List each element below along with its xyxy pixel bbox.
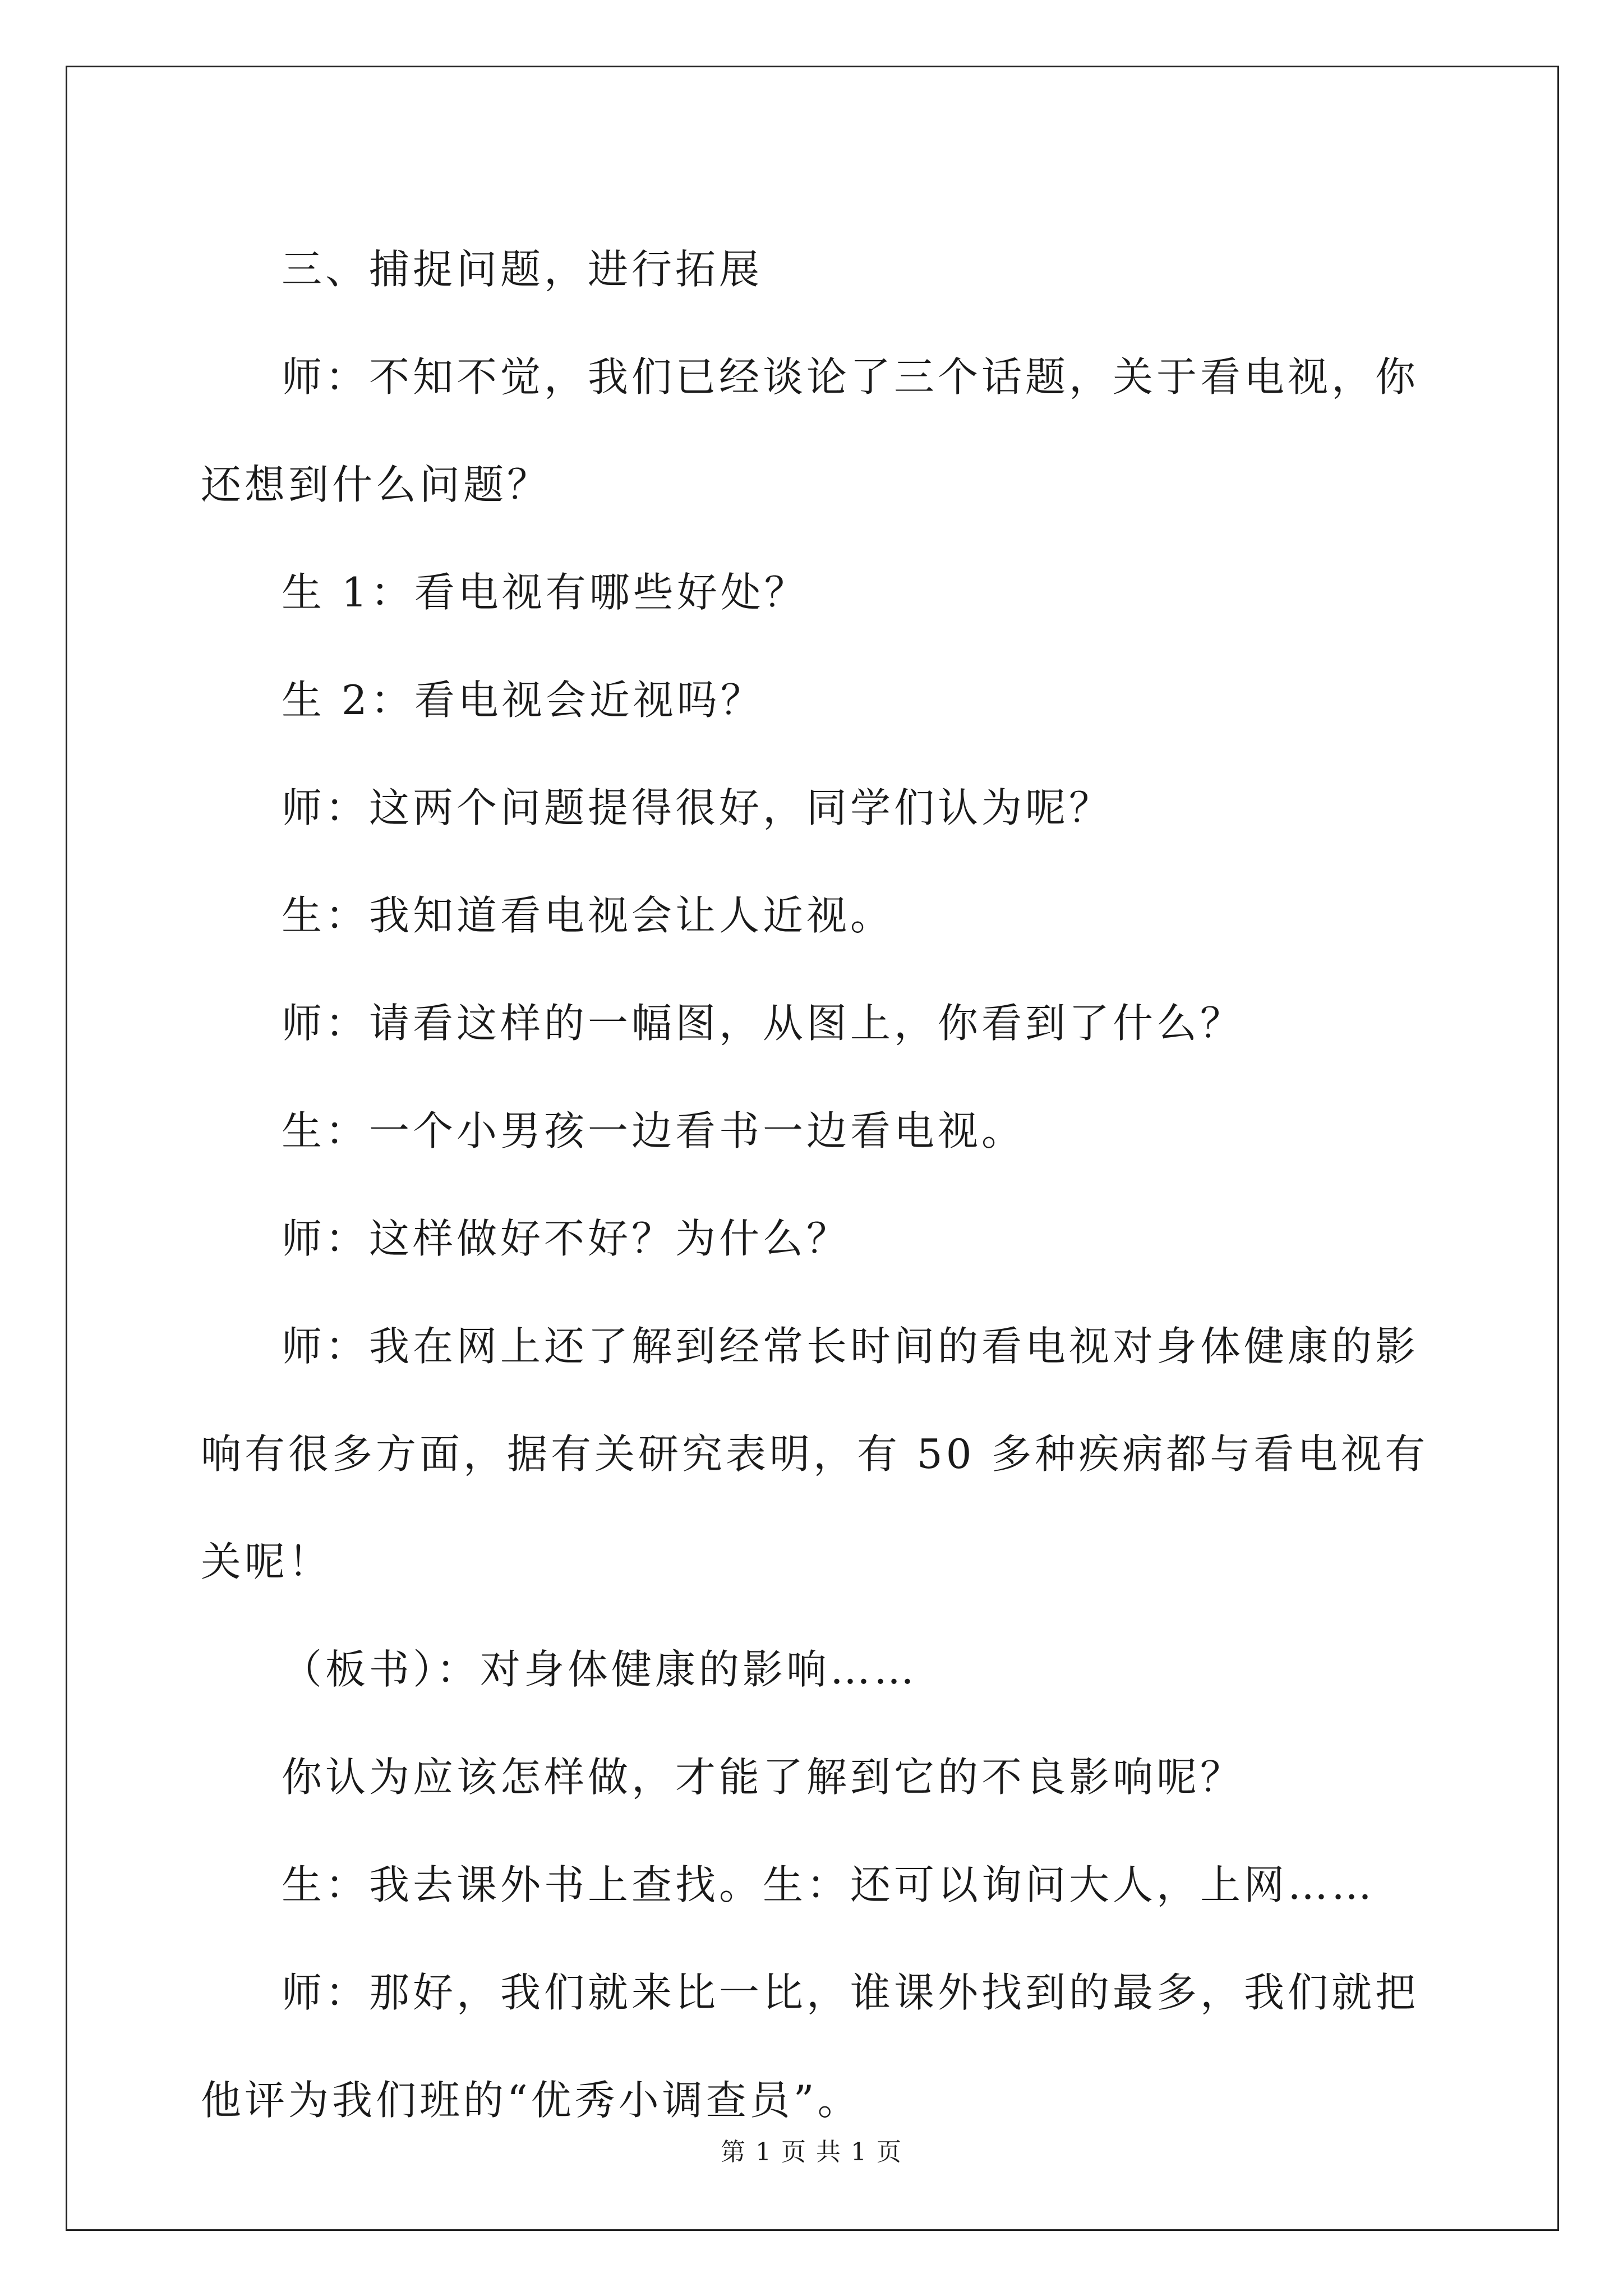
paragraph: 师：不知不觉，我们已经谈论了三个话题，关于看电视，你还想到什么问题？ [201,353,1419,508]
paragraph: 师：请看这样的一幅图，从图上，你看到了什么？ [282,1000,1244,1047]
paragraph: （板书）：对身体健康的影响…… [282,1646,918,1693]
page-footer: 第 1 页 共 1 页 [721,2138,902,2166]
section-heading: 三、捕捉问题，进行拓展 [282,246,763,293]
paragraph: 师：那好，我们就来比一比，谁课外找到的最多，我们就把他评为我们班的“优秀小调查员”。 [201,1969,1419,2124]
paragraph: 师：这样做好不好？为什么？ [282,1215,851,1262]
paragraph: 生：我去课外书上查找。生：还可以询问大人，上网…… [282,1861,1376,1908]
paragraph: 生：一个小男孩一边看书一边看电视。 [282,1107,1026,1154]
paragraph: 师：我在网上还了解到经常长时间的看电视对身体健康的影响有很多方面，据有关研究表明，有 50 多种疾病都与看电视有关呢！ [201,1323,1429,1585]
document-body [201,215,1435,2154]
paragraph: 生 2：看电视会近视吗？ [282,677,764,724]
paragraph: 生：我知道看电视会让人近视。 [282,892,895,939]
paragraph: 生 1：看电视有哪些好处？ [282,569,808,616]
paragraph: 你认为应该怎样做，才能了解到它的不良影响呢？ [282,1754,1244,1801]
paragraph: 师：这两个问题提得很好，同学们认为呢？ [282,784,1113,831]
